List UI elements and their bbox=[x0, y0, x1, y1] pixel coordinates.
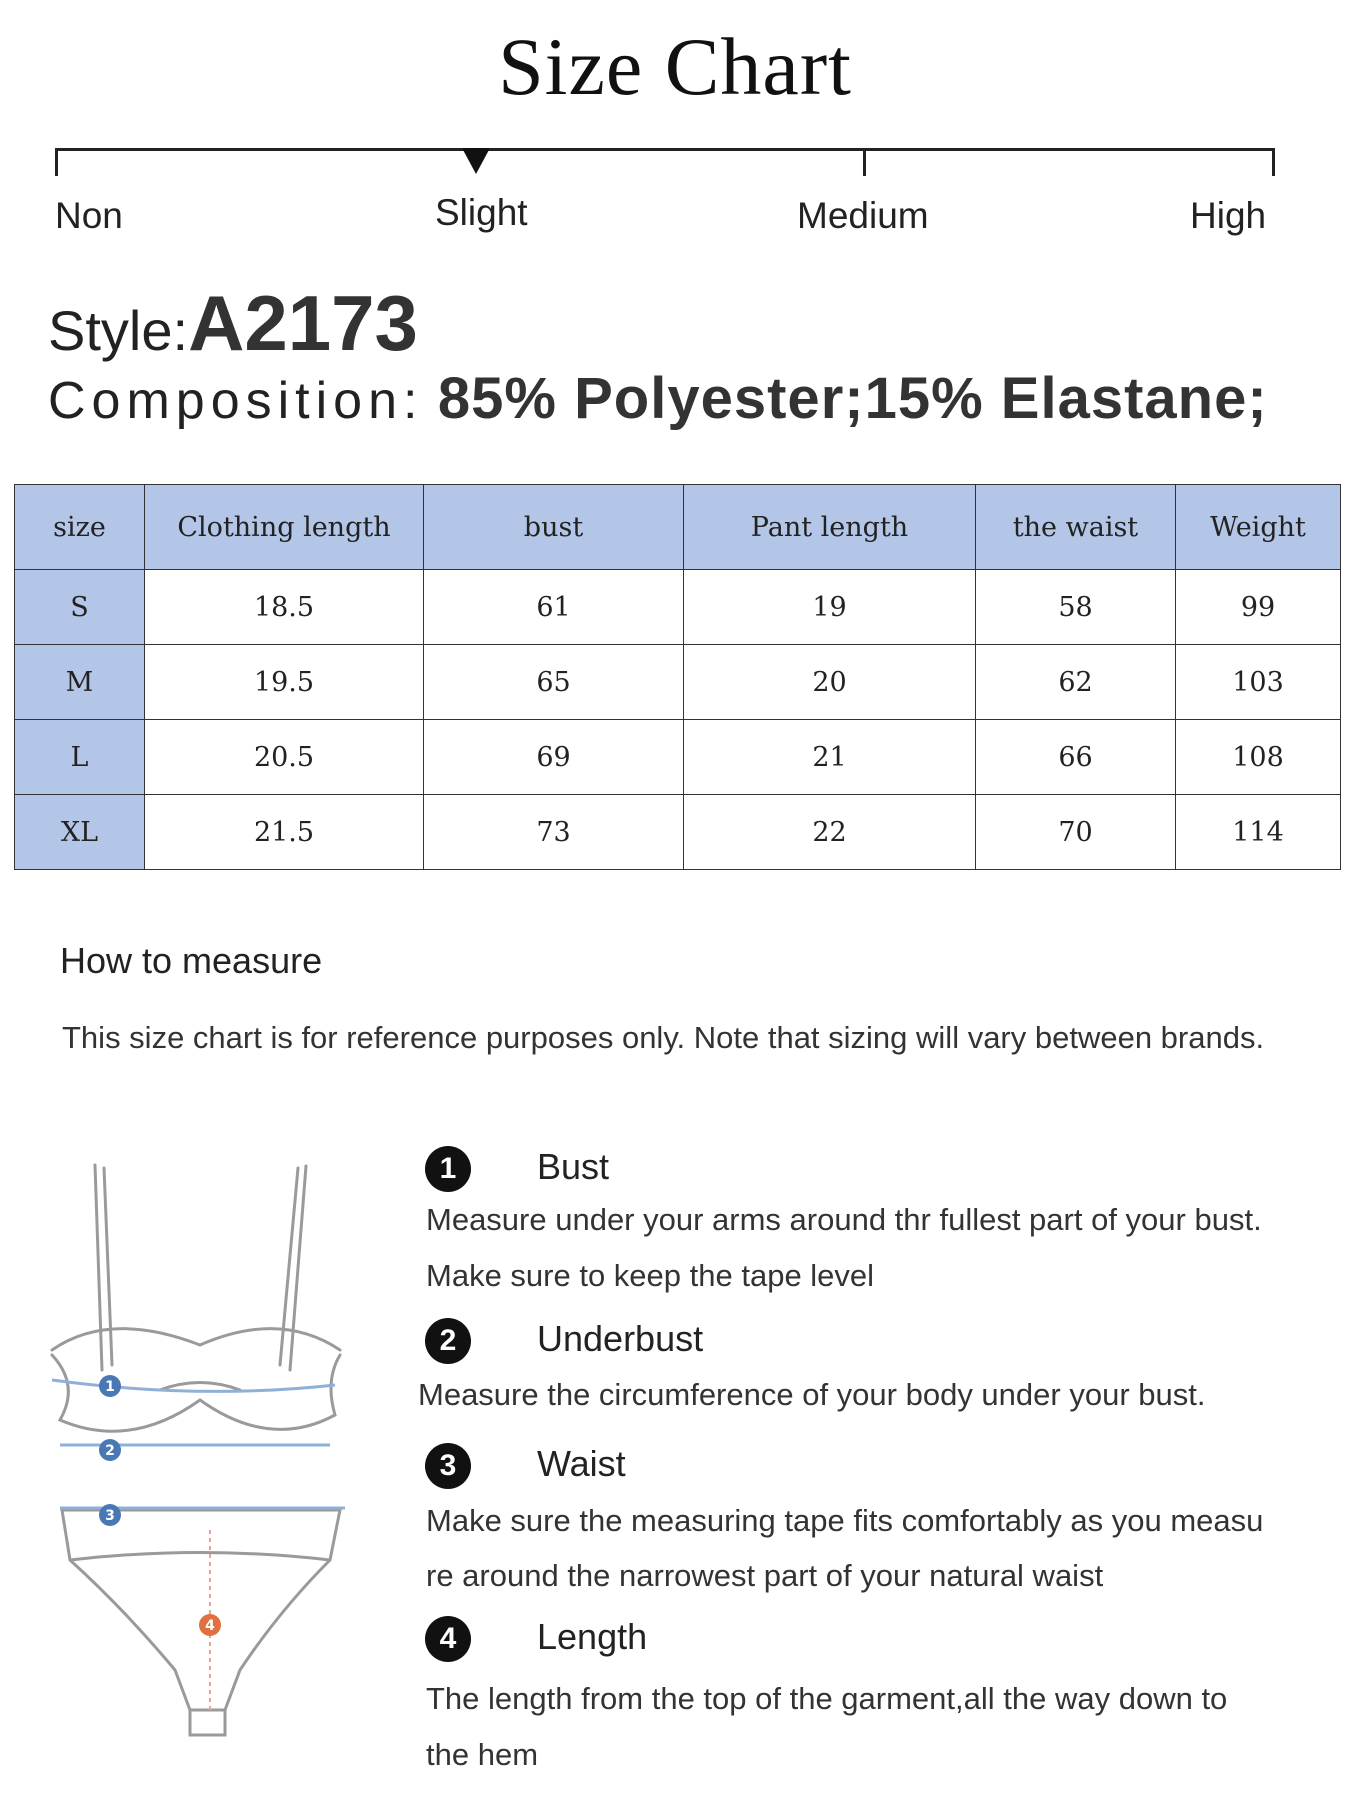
composition-label: Composition: bbox=[48, 372, 424, 430]
table-cell: 21.5 bbox=[145, 795, 424, 870]
composition-value: 85% Polyester;15% Elastane; bbox=[437, 366, 1268, 431]
table-cell: 114 bbox=[1176, 795, 1341, 870]
illustration-marker-1: 1 bbox=[105, 1379, 115, 1395]
table-cell: 58 bbox=[976, 570, 1176, 645]
step-bust-title: Bust bbox=[537, 1146, 610, 1187]
table-cell: 103 bbox=[1176, 645, 1341, 720]
header-bust: bust bbox=[424, 485, 684, 570]
table-cell: 20.5 bbox=[145, 720, 424, 795]
stretch-scale bbox=[55, 148, 1275, 178]
scale-label-non: Non bbox=[55, 195, 123, 236]
step-bust-line-2: Make sure to keep the tape level bbox=[426, 1258, 875, 1293]
table-cell: L bbox=[15, 720, 145, 795]
step-length-line-1: The length from the top of the garment,all the way down to bbox=[426, 1681, 1228, 1716]
table-cell: 65 bbox=[424, 645, 684, 720]
table-cell: 19.5 bbox=[145, 645, 424, 720]
table-cell: 73 bbox=[424, 795, 684, 870]
table-cell: 21 bbox=[684, 720, 976, 795]
scale-label-high: High bbox=[1190, 195, 1267, 236]
bikini-measurement-illustration-icon bbox=[40, 1150, 360, 1750]
table-cell: 108 bbox=[1176, 720, 1341, 795]
step-waist-title: Waist bbox=[537, 1443, 626, 1484]
table-row bbox=[15, 720, 1341, 795]
style-label: Style: bbox=[48, 299, 189, 362]
number-1-icon: 1 bbox=[425, 1146, 471, 1192]
table-cell: 18.5 bbox=[145, 570, 424, 645]
table-cell: M bbox=[15, 645, 145, 720]
illustration-marker-4: 4 bbox=[205, 1618, 215, 1634]
table-cell: XL bbox=[15, 795, 145, 870]
header-clothing-length: Clothing length bbox=[145, 485, 424, 570]
table-row bbox=[15, 570, 1341, 645]
scale-tick-medium bbox=[863, 148, 866, 176]
reference-note: This size chart is for reference purposes only. Note that sizing will vary between brands. bbox=[62, 1020, 1265, 1055]
scale-tick-high bbox=[1272, 148, 1275, 176]
number-4-icon: 4 bbox=[425, 1616, 471, 1662]
step-underbust-title: Underbust bbox=[537, 1318, 704, 1359]
composition-line bbox=[48, 365, 1268, 432]
illustration-marker-2: 2 bbox=[105, 1443, 115, 1459]
table-cell: 19 bbox=[684, 570, 976, 645]
step-waist-line-2: re around the narrowest part of your natural waist bbox=[426, 1558, 1104, 1593]
header-pant-length: Pant length bbox=[684, 485, 976, 570]
step-bust-line-1: Measure under your arms around thr fullest part of your bust. bbox=[426, 1202, 1262, 1237]
table-cell: 66 bbox=[976, 720, 1176, 795]
scale-line bbox=[55, 148, 1275, 151]
header-size: size bbox=[15, 485, 145, 570]
scale-tick-non bbox=[55, 148, 58, 176]
number-3-icon: 3 bbox=[425, 1443, 471, 1489]
table-cell: 62 bbox=[976, 645, 1176, 720]
table-row bbox=[15, 795, 1341, 870]
header-weight: Weight bbox=[1176, 485, 1341, 570]
table-cell: 22 bbox=[684, 795, 976, 870]
table-cell: S bbox=[15, 570, 145, 645]
style-value: A2173 bbox=[188, 279, 418, 367]
step-length-line-2: the hem bbox=[426, 1737, 539, 1772]
table-cell: 61 bbox=[424, 570, 684, 645]
size-table bbox=[14, 484, 1341, 870]
scale-label-medium: Medium bbox=[797, 195, 929, 236]
how-to-measure-heading: How to measure bbox=[60, 940, 323, 981]
scale-label-slight: Slight bbox=[435, 192, 528, 233]
step-waist-line-1: Make sure the measuring tape fits comfortably as you measu bbox=[426, 1503, 1264, 1538]
style-line bbox=[48, 278, 418, 369]
table-cell: 70 bbox=[976, 795, 1176, 870]
table-row bbox=[15, 645, 1341, 720]
number-2-icon: 2 bbox=[425, 1318, 471, 1364]
table-cell: 69 bbox=[424, 720, 684, 795]
table-cell: 20 bbox=[684, 645, 976, 720]
table-header-row bbox=[15, 485, 1341, 570]
page-title: Size Chart bbox=[498, 21, 852, 112]
table-cell: 99 bbox=[1176, 570, 1341, 645]
step-length-title: Length bbox=[537, 1616, 648, 1657]
step-underbust-line-1: Measure the circumference of your body under your bust. bbox=[418, 1377, 1206, 1412]
illustration-marker-3: 3 bbox=[105, 1508, 115, 1524]
selected-stretch-marker-icon bbox=[462, 148, 490, 174]
header-waist: the waist bbox=[976, 485, 1176, 570]
